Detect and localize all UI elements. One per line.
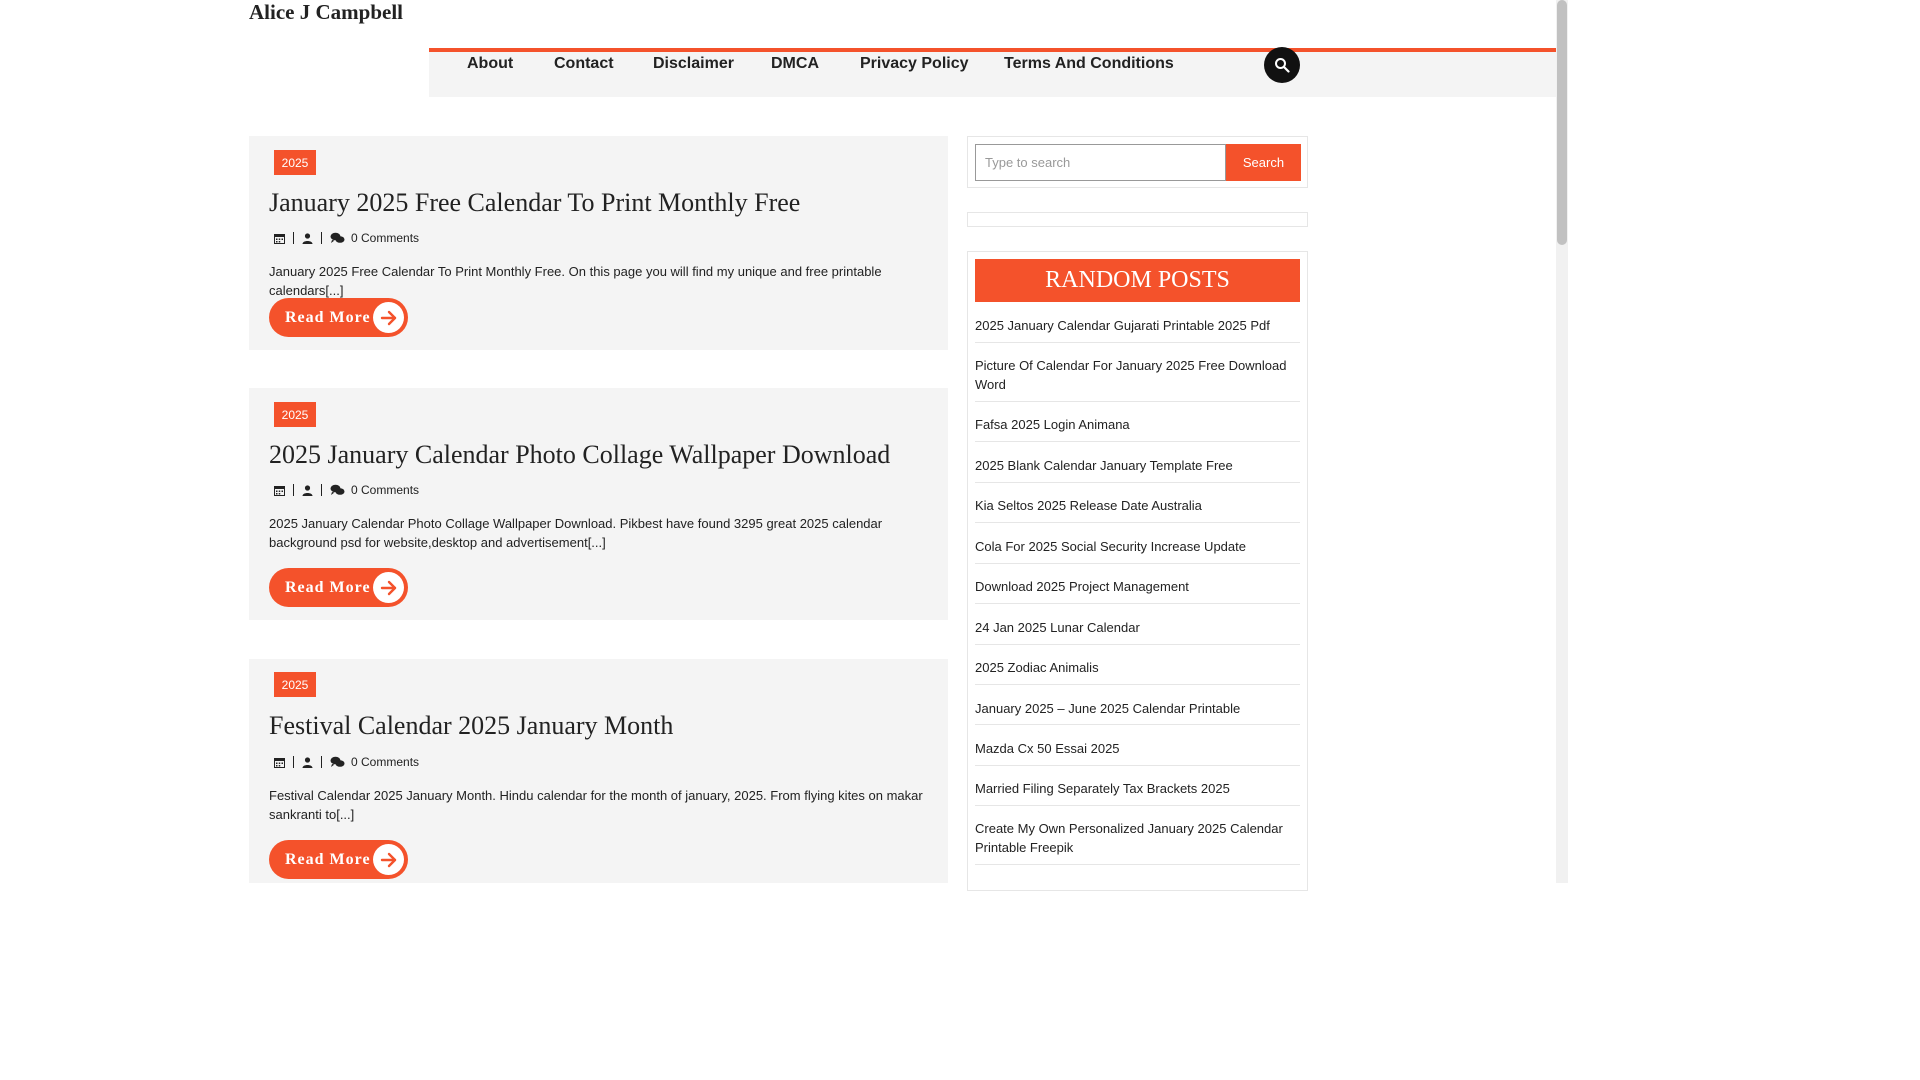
search-button[interactable]: Search	[1226, 144, 1301, 181]
post-title[interactable]: Festival Calendar 2025 January Month	[269, 711, 674, 740]
random-post-link[interactable]: Create My Own Personalized January 2025 Calendar Printable Freepik	[975, 821, 1283, 855]
comments-icon	[330, 484, 345, 496]
random-post-link[interactable]: Picture Of Calendar For January 2025 Free Download Word	[975, 358, 1287, 392]
comments-icon	[330, 232, 345, 244]
calendar-icon	[274, 485, 285, 496]
random-post-link[interactable]: 2025 January Calendar Gujarati Printable 2025 Pdf	[975, 318, 1270, 333]
empty-widget	[967, 212, 1308, 227]
comments-icon	[330, 756, 345, 768]
read-more-button[interactable]	[269, 840, 408, 879]
random-post-link[interactable]: January 2025 – June 2025 Calendar Printable	[975, 701, 1241, 716]
random-post-link[interactable]: Fafsa 2025 Login Animana	[975, 417, 1130, 432]
nav-item-privacy-policy[interactable]: Privacy Policy	[860, 55, 969, 72]
calendar-icon	[274, 757, 285, 768]
comment-count[interactable]: 0 Comments	[351, 231, 420, 245]
user-icon	[302, 485, 313, 496]
post-title[interactable]: 2025 January Calendar Photo Collage Wallpaper Download	[269, 440, 891, 469]
random-posts-title: RANDOM POSTS	[975, 259, 1300, 302]
arrow-right-icon	[380, 309, 398, 327]
read-more-label: Read More	[285, 850, 371, 868]
post-title[interactable]: January 2025 Free Calendar To Print Monthly Free	[269, 188, 801, 217]
calendar-icon	[274, 233, 285, 244]
nav-accent-line	[429, 48, 1556, 52]
read-more-button[interactable]	[269, 298, 408, 337]
arrow-right-icon	[380, 579, 398, 597]
post-meta	[274, 230, 419, 246]
search-input[interactable]: Type to search	[975, 144, 1226, 181]
scrollbar-thumb[interactable]	[1557, 0, 1567, 245]
post-excerpt: Festival Calendar 2025 January Month. Hindu calendar for the month of january, 2025. From flying kites on makar sankranti to[...]	[269, 788, 923, 822]
post-card	[249, 659, 948, 883]
post-category-badge[interactable]: 2025	[274, 672, 316, 697]
random-post-link[interactable]: 2025 Blank Calendar January Template Free	[975, 458, 1233, 473]
random-post-link[interactable]: 2025 Zodiac Animalis	[975, 660, 1099, 675]
post-meta	[274, 482, 419, 498]
arrow-right-icon	[380, 851, 398, 869]
random-post-link[interactable]: Married Filing Separately Tax Brackets 2025	[975, 781, 1230, 796]
post-card	[249, 388, 948, 620]
comment-count[interactable]: 0 Comments	[351, 755, 420, 769]
random-post-link[interactable]: Mazda Cx 50 Essai 2025	[975, 741, 1120, 756]
search-widget	[967, 136, 1308, 188]
post-category-badge[interactable]: 2025	[274, 150, 316, 175]
random-post-link[interactable]: Download 2025 Project Management	[975, 579, 1189, 594]
nav-item-terms[interactable]: Terms And Conditions	[1004, 55, 1174, 72]
read-more-label: Read More	[285, 578, 371, 596]
site-title[interactable]: Alice J Campbell	[249, 0, 403, 24]
nav-item-about[interactable]: About	[467, 55, 514, 72]
user-icon	[302, 233, 313, 244]
user-icon	[302, 757, 313, 768]
nav-item-disclaimer[interactable]: Disclaimer	[653, 55, 734, 72]
post-excerpt: 2025 January Calendar Photo Collage Wallpaper Download. Pikbest have found 3295 great 2025 calendar background psd for website,desktop and advertisement[...]	[269, 516, 883, 550]
header-search-button[interactable]	[1264, 47, 1300, 83]
comment-count[interactable]: 0 Comments	[351, 483, 420, 497]
random-post-link[interactable]: 24 Jan 2025 Lunar Calendar	[975, 620, 1140, 635]
nav-item-dmca[interactable]: DMCA	[771, 55, 819, 72]
random-post-link[interactable]: Kia Seltos 2025 Release Date Australia	[975, 498, 1202, 513]
read-more-button[interactable]	[269, 568, 408, 607]
post-card	[249, 136, 948, 350]
search-icon	[1274, 57, 1290, 73]
main-navigation	[429, 0, 1556, 97]
read-more-label: Read More	[285, 308, 371, 326]
nav-item-contact[interactable]: Contact	[554, 55, 614, 72]
post-excerpt: January 2025 Free Calendar To Print Monthly Free. On this page you will find my unique and free printable calendars[...]	[269, 264, 882, 298]
random-post-link[interactable]: Cola For 2025 Social Security Increase Update	[975, 539, 1246, 554]
post-meta	[274, 754, 419, 770]
post-category-badge[interactable]: 2025	[274, 402, 316, 427]
